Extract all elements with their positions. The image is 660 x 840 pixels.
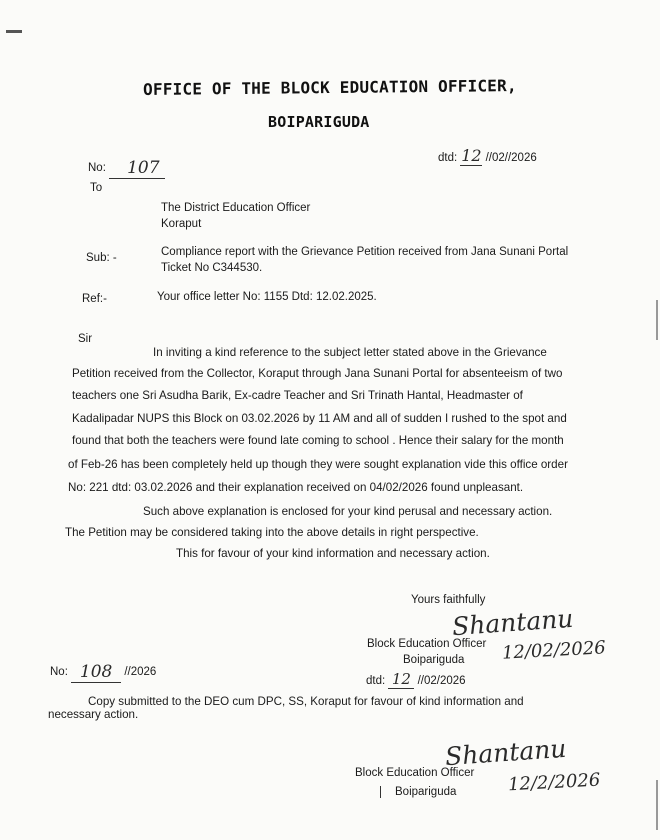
letter-number-label: No: [88, 162, 106, 174]
sign-date-1: 12/02/2026 [501, 637, 607, 664]
closing: Yours faithfully [411, 594, 486, 606]
letter-date [438, 146, 537, 166]
office-title: OFFICE OF THE BLOCK EDUCATION OFFICER, [143, 76, 517, 99]
letter-number-value: 107 [109, 158, 165, 179]
copy-number-suffix: //2026 [124, 666, 157, 678]
body-line: Petition received from the Collector, Koraput through Jana Sunani Portal for absenteeism of two [72, 367, 563, 380]
signature-1: Shantanu [451, 603, 575, 642]
recipient-line2: Koraput [161, 218, 202, 230]
scan-edge-mark [656, 300, 658, 340]
letter-date-label: dtd: [438, 152, 458, 164]
body-line: No: 221 dtd: 03.02.2026 and their explanation received on 04/02/2026 found unpleasant. [68, 481, 524, 494]
body-line-enclosure: Such above explanation is enclosed for your kind perusal and necessary action. [143, 505, 553, 518]
body-line: Kadalipadar NUPS this Block on 03.02.2026 by 11 AM and all of sudden I rushed to the spot and [72, 412, 567, 425]
copy-text-line1: Copy submitted to the DEO cum DPC, SS, Koraput for favour of kind information and [88, 695, 524, 708]
copy-number-label: No: [50, 666, 68, 678]
signature-2: Shantanu [444, 733, 568, 772]
copy-number-value: 108 [71, 662, 121, 683]
letter-number [88, 156, 165, 177]
copy-number [50, 660, 156, 681]
signatory-place-1: Boipariguda [403, 654, 465, 666]
signatory-place-2: Boipariguda [380, 786, 456, 798]
body-line: of Feb-26 has been completely held up though they were sought explanation vide this office order [68, 458, 568, 471]
salutation: Sir [78, 333, 93, 345]
subject-line1: Compliance report with the Grievance Petition received from Jana Sunani Portal [161, 246, 569, 258]
letter-date-rest: //02//2026 [485, 152, 537, 164]
signatory-date-label: dtd: [366, 675, 386, 687]
signatory-date-day: 12 [388, 670, 414, 689]
signatory-title-1: Block Education Officer [367, 638, 487, 650]
ref-label: Ref:- [82, 293, 107, 305]
body-line: In inviting a kind reference to the subject letter stated above in the Grievance [153, 346, 547, 359]
recipient-line1: The District Education Officer [161, 202, 311, 214]
body-line: teachers one Sri Asudha Barik, Ex-cadre Teacher and Sri Trinath Hantal, Headmaster of [72, 389, 523, 402]
signatory-date-1 [366, 670, 466, 689]
letter-date-day: 12 [461, 146, 482, 165]
body-line-petition: The Petition may be considered taking into the above details in right perspective. [65, 526, 479, 539]
signatory-title-2: Block Education Officer [355, 767, 475, 779]
office-place: BOIPARIGUDA [268, 113, 370, 131]
subject-label: Sub: - [86, 252, 117, 264]
body-line: found that both the teachers were found late coming to school . Hence their salary for the month [72, 434, 564, 447]
ref-text: Your office letter No: 1155 Dtd: 12.02.2025. [157, 291, 377, 303]
body-line-favour: This for favour of your kind information and necessary action. [176, 547, 490, 560]
scan-edge-mark [656, 780, 658, 830]
scan-artifact [6, 30, 22, 33]
sign-date-2: 12/2/2026 [507, 769, 601, 796]
signatory-date-rest: //02/2026 [417, 675, 466, 687]
copy-text-line2: necessary action. [48, 708, 139, 721]
subject-line2: Ticket No C344530. [161, 262, 263, 274]
to-label: To [90, 182, 103, 194]
